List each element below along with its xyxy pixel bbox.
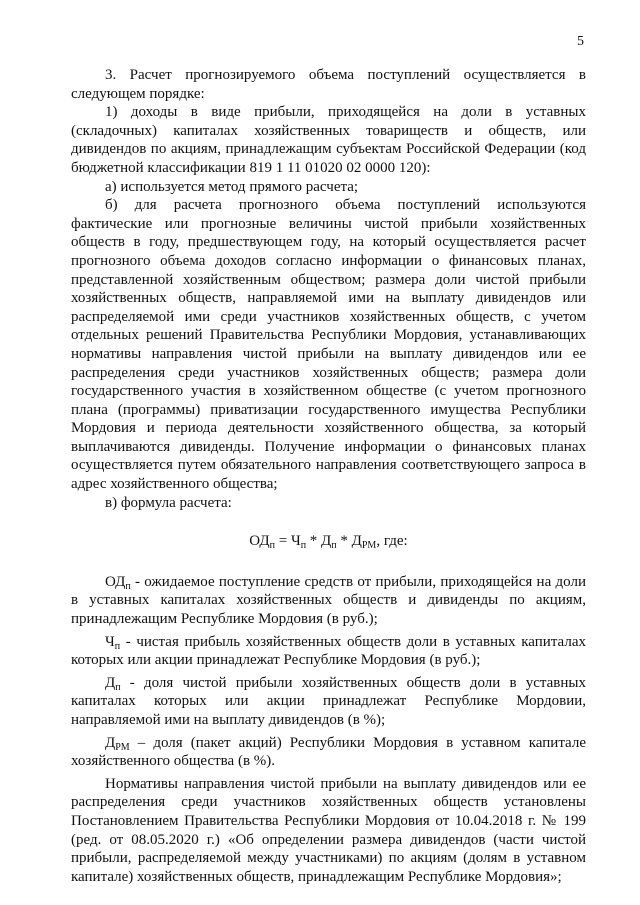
item-1-paragraph: 1) доходы в виде прибыли, приходящейся на доли в уставных (складочных) капиталах хозяйственных товариществ и обществ, или дивидендов по акциям, принадлежащим субъектам Российской Федерации (код бюджетной классификации 819 1 11 01020 02 0000 120): [71, 104, 586, 176]
formula-multiply-2: * [336, 533, 352, 550]
definition-drm [71, 734, 586, 771]
formula-tail: , где: [376, 533, 408, 550]
definition-ch-subscript: п [114, 640, 121, 652]
definition-drm-symbol: Д [105, 734, 116, 751]
item-a-paragraph: а) используется метод прямого расчета; [105, 178, 359, 195]
definition-od-symbol: ОД [105, 573, 126, 590]
formula-ch: Ч [290, 533, 301, 550]
formula-od-subscript: п [269, 540, 275, 552]
formula-od: ОД [249, 533, 270, 550]
formula-drm: Д [351, 533, 362, 550]
definition-drm-text: – доля (пакет акций) Республики Мордовия в уставном капитале хозяйственного общества (в %). [71, 734, 586, 770]
formula-drm-subscript: РМ [361, 540, 377, 552]
definition-ch-text: - чистая прибыль хозяйственных обществ доли в уставных капиталах которых или акции принадлежат Республике Мордовия (в руб.); [71, 633, 586, 669]
formula [71, 532, 586, 551]
formula-equals: = [274, 533, 291, 550]
page-number: 5 [577, 34, 584, 49]
definition-d [71, 674, 586, 730]
document-body [71, 66, 586, 886]
definition-ch [71, 633, 586, 670]
definition-ch-symbol: Ч [105, 633, 115, 650]
formula-d: Д [321, 533, 332, 550]
formula-ch-subscript: п [300, 540, 307, 552]
definition-drm-subscript: РМ [115, 741, 130, 753]
definition-od-subscript: п [125, 580, 131, 592]
definition-od-text: - ожидаемое поступление средств от прибыли, приходящейся на доли в уставных капиталах хозяйственных обществ и дивиденды по акциям, принадлежащим Республике Мордовия (в руб.); [71, 573, 586, 628]
section-intro: 3. Расчет прогнозируемого объема поступлений осуществляется в следующем порядке: [71, 67, 586, 102]
item-b-paragraph: б) для расчета прогнозного объема поступлений используются фактические или прогнозные величины чистой прибыли хозяйственных обществ в году, предшествующем году, на который осуществляется расчет прогнозного объема доходов согласно информации о финансовых планах, представленной хозяйственным обществом; размера доли чистой прибыли хозяйственных обществ, направляемой ими на выплату дивидендов или распределяемой ими среди участников хозяйственных обществ, с учетом отдельных решений Правительства Республики Мордовия, устанавливающих нормативы направления чистой прибыли на выплату дивидендов или ее распределения среди участников хозяйственных обществ; размера доли государственного участия в хозяйственном обществе (с учетом прогнозного плана (программы) приватизации государственного имущества Республики Мордовия и периода деятельности хозяйственного общества, за который выплачиваются дивиденды. Получение информации о финансовых планах осуществляется путем обязательного направления соответствующего запроса в адрес хозяйственного общества; [71, 197, 586, 493]
definition-d-subscript: п [115, 681, 121, 693]
closing-paragraph: Нормативы направления чистой прибыли на выплату дивидендов или ее распределения среди участников хозяйственных обществ установлены Постановлением Правительства Республики Мордовия от 10.04.2018 г. № 199 (ред. от 08.05.2020 г.) «Об определении размера дивидендов (части чистой прибыли, распределяемой между участниками) по акциям (долям в уставном капитале) хозяйственных обществ, принадлежащим Республике Мордовия»; [71, 775, 586, 885]
definition-od [71, 573, 586, 629]
definition-d-symbol: Д [105, 674, 116, 691]
definition-d-text: - доля чистой прибыли хозяйственных обществ доли в уставных капиталах которых или акции принадлежат Республике Мордовии, направляемой ими на выплату дивидендов (в %); [71, 674, 586, 728]
formula-multiply-1: * [306, 533, 322, 550]
item-c-paragraph: в) формула расчета: [105, 494, 232, 511]
formula-d-subscript: п [331, 540, 337, 552]
